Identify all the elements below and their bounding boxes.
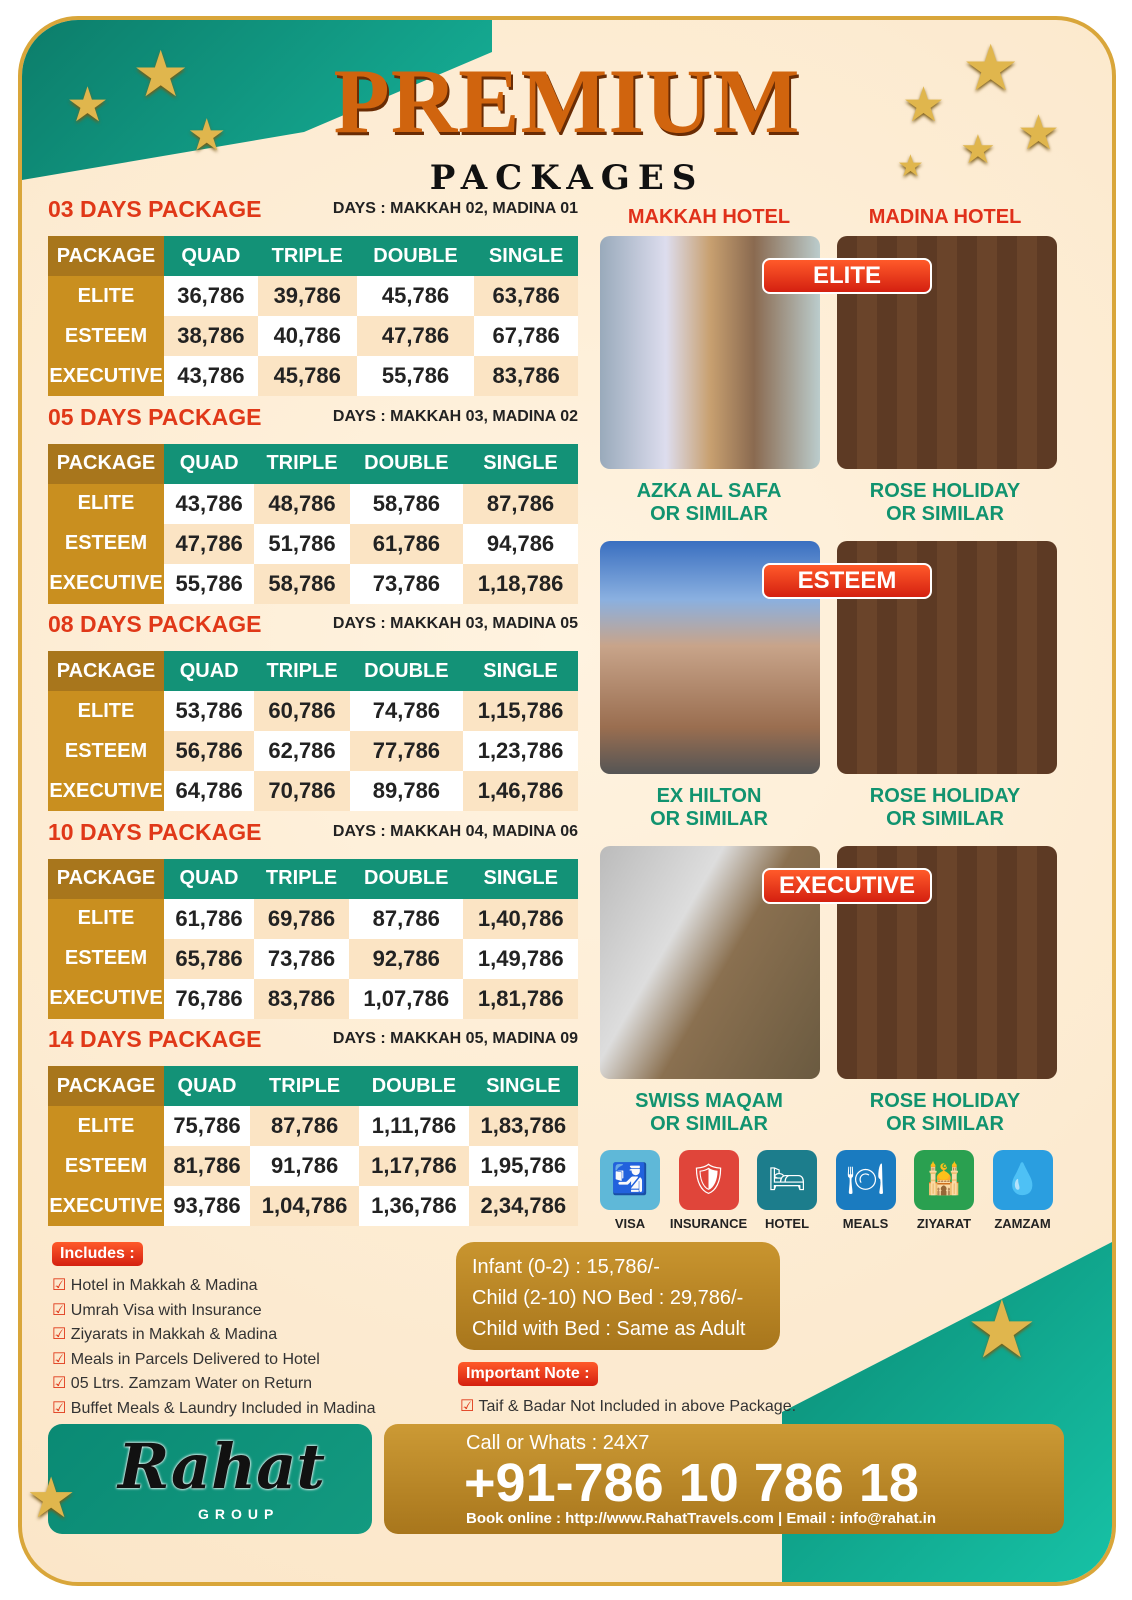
important-note-text: ☑ Taif & Badar Not Included in above Package. (460, 1396, 796, 1416)
price-cell: 81,786 (164, 1146, 250, 1186)
logo-group: GROUP (198, 1506, 280, 1522)
infant-price: Infant (0-2) : 15,786/- (472, 1256, 660, 1278)
column-header: DOUBLE (350, 444, 463, 484)
madina-hotel-header: MADINA HOTEL (868, 206, 1022, 228)
star-icon: ★ (902, 79, 946, 132)
makkah-hotel-header: MAKKAH HOTEL (627, 206, 791, 228)
tier-badge: ESTEEM (762, 563, 932, 599)
tier-label: ESTEEM (48, 316, 164, 356)
column-header: SINGLE (463, 651, 578, 691)
price-cell: 55,786 (357, 356, 475, 396)
table-header-row (48, 859, 578, 899)
column-header: TRIPLE (250, 1066, 359, 1106)
phone-number[interactable]: +91-786 10 786 18 (464, 1453, 919, 1513)
insurance-icon: 🛡 (679, 1150, 739, 1210)
service-label: MEALS (842, 1216, 889, 1231)
tier-label: ESTEEM (48, 524, 164, 564)
price-cell: 87,786 (463, 484, 578, 524)
price-cell: 1,11,786 (359, 1106, 468, 1146)
price-cell: 70,786 (254, 771, 349, 811)
price-cell: 92,786 (349, 939, 463, 979)
hotel-similar: OR SIMILAR (886, 1113, 1004, 1135)
makkah-hotel-caption (594, 480, 824, 526)
price-cell: 89,786 (350, 771, 463, 811)
price-cell: 87,786 (349, 899, 463, 939)
star-icon: ★ (897, 150, 924, 183)
service-label: INSURANCE (669, 1216, 748, 1231)
price-cell: 58,786 (350, 484, 463, 524)
table-row (48, 691, 578, 731)
hotel-similar: OR SIMILAR (650, 503, 768, 525)
column-header: QUAD (164, 651, 254, 691)
include-item: ☑ Buffet Meals & Laundry Included in Madina (52, 1397, 376, 1422)
price-cell: 61,786 (164, 899, 254, 939)
package-section (48, 818, 578, 1019)
child-pricing-box (456, 1242, 780, 1350)
package-title: 10 DAYS PACKAGE (48, 818, 262, 845)
tier-label: ESTEEM (48, 1146, 164, 1186)
include-item: ☑ 05 Ltrs. Zamzam Water on Return (52, 1372, 376, 1397)
water-bottle-icon: 💧 (993, 1150, 1053, 1210)
mosque-icon: 🕌 (914, 1150, 974, 1210)
price-cell: 1,23,786 (463, 731, 578, 771)
table-row (48, 731, 578, 771)
price-cell: 47,786 (164, 524, 254, 564)
package-days: DAYS : MAKKAH 05, MADINA 09 (332, 1030, 578, 1047)
column-header: TRIPLE (254, 651, 349, 691)
bed-icon: 🛏 (757, 1150, 817, 1210)
column-header: QUAD (164, 859, 254, 899)
star-icon: ★ (960, 128, 996, 172)
service-label: ZIYARAT (916, 1216, 972, 1231)
price-cell: 39,786 (258, 276, 357, 316)
star-icon: ★ (187, 111, 227, 160)
price-cell: 51,786 (254, 524, 349, 564)
price-cell: 62,786 (254, 731, 349, 771)
price-cell: 36,786 (164, 276, 258, 316)
table-header-row (48, 1066, 578, 1106)
includes-list (52, 1274, 376, 1422)
tier-label: EXECUTIVE (48, 771, 164, 811)
contact-box (384, 1424, 1064, 1534)
price-cell: 1,95,786 (469, 1146, 578, 1186)
tier-badge: ELITE (762, 258, 932, 294)
tier-label: EXECUTIVE (48, 979, 164, 1019)
madina-hotel-caption (830, 480, 1060, 526)
booking-info[interactable]: Book online : http://www.RahatTravels.com | Email : info@rahat.in (466, 1510, 936, 1527)
star-icon: ★ (132, 38, 190, 110)
price-cell: 60,786 (254, 691, 349, 731)
price-table (48, 651, 578, 811)
column-header: PACKAGE (48, 444, 164, 484)
column-header: PACKAGE (48, 236, 164, 276)
price-cell: 53,786 (164, 691, 254, 731)
table-row (48, 1146, 578, 1186)
price-cell: 1,15,786 (463, 691, 578, 731)
price-cell: 1,49,786 (463, 939, 578, 979)
price-cell: 73,786 (350, 564, 463, 604)
column-header: TRIPLE (254, 859, 349, 899)
price-cell: 38,786 (164, 316, 258, 356)
column-header: QUAD (164, 236, 258, 276)
table-row (48, 1106, 578, 1146)
price-cell: 67,786 (474, 316, 578, 356)
price-cell: 1,36,786 (359, 1186, 468, 1226)
tier-label: ELITE (48, 691, 164, 731)
page-subtitle: PACKAGES (429, 158, 705, 198)
price-cell: 1,17,786 (359, 1146, 468, 1186)
price-cell: 64,786 (164, 771, 254, 811)
logo-text: Rahat (118, 1430, 326, 1503)
tier-label: ELITE (48, 484, 164, 524)
package-days: DAYS : MAKKAH 02, MADINA 01 (332, 200, 578, 217)
table-header-row (48, 236, 578, 276)
column-header: PACKAGE (48, 1066, 164, 1106)
include-item: ☑ Meals in Parcels Delivered to Hotel (52, 1348, 376, 1373)
price-cell: 94,786 (463, 524, 578, 564)
price-cell: 1,46,786 (463, 771, 578, 811)
package-title: 14 DAYS PACKAGE (48, 1026, 262, 1052)
service-label: ZAMZAM (994, 1216, 1051, 1231)
hotel-name: ROSE HOLIDAY (869, 785, 1021, 807)
rahat-logo (48, 1424, 372, 1534)
price-cell: 45,786 (357, 276, 475, 316)
price-cell: 77,786 (350, 731, 463, 771)
column-header: SINGLE (463, 859, 578, 899)
package-section (48, 611, 578, 811)
hotel-name: SWISS MAQAM (635, 1090, 783, 1112)
price-cell: 2,34,786 (469, 1186, 578, 1226)
table-row (48, 316, 578, 356)
poster (18, 16, 1116, 1586)
column-header: QUAD (164, 444, 254, 484)
star-icon: ★ (66, 79, 110, 132)
tier-label: EXECUTIVE (48, 356, 164, 396)
price-cell: 47,786 (357, 316, 475, 356)
include-item: ☑ Ziyarats in Makkah & Madina (52, 1323, 376, 1348)
tier-label: ESTEEM (48, 731, 164, 771)
price-cell: 83,786 (474, 356, 578, 396)
price-cell: 1,07,786 (349, 979, 463, 1019)
package-days: DAYS : MAKKAH 03, MADINA 05 (332, 615, 578, 632)
table-row (48, 979, 578, 1019)
child-with-bed-price: Child with Bed : Same as Adult (472, 1318, 746, 1340)
price-cell: 1,04,786 (250, 1186, 359, 1226)
price-cell: 48,786 (254, 484, 349, 524)
hotel-name: ROSE HOLIDAY (869, 480, 1021, 502)
package-title: 08 DAYS PACKAGE (48, 611, 262, 637)
hotel-similar: OR SIMILAR (886, 808, 1004, 830)
tier-label: EXECUTIVE (48, 564, 164, 604)
price-cell: 40,786 (258, 316, 357, 356)
page-title: PREMIUM (333, 50, 801, 152)
hotel-similar: OR SIMILAR (650, 1113, 768, 1135)
price-cell: 45,786 (258, 356, 357, 396)
table-row (48, 356, 578, 396)
column-header: DOUBLE (359, 1066, 468, 1106)
table-row (48, 899, 578, 939)
price-cell: 87,786 (250, 1106, 359, 1146)
makkah-hotel-caption (594, 1090, 824, 1136)
price-cell: 56,786 (164, 731, 254, 771)
include-item: ☑ Hotel in Makkah & Madina (52, 1274, 376, 1299)
column-header: TRIPLE (258, 236, 357, 276)
service-label: VISA (614, 1216, 646, 1231)
include-item: ☑ Umrah Visa with Insurance (52, 1299, 376, 1324)
column-header: SINGLE (463, 444, 578, 484)
price-cell: 55,786 (164, 564, 254, 604)
package-section (48, 1026, 578, 1226)
cloche-icon: 🍽 (836, 1150, 896, 1210)
price-cell: 61,786 (350, 524, 463, 564)
price-cell: 74,786 (350, 691, 463, 731)
price-table (48, 236, 578, 396)
column-header: TRIPLE (254, 444, 349, 484)
table-row (48, 484, 578, 524)
price-cell: 83,786 (254, 979, 349, 1019)
price-cell: 1,83,786 (469, 1106, 578, 1146)
table-row (48, 524, 578, 564)
price-cell: 1,18,786 (463, 564, 578, 604)
package-section (48, 403, 578, 604)
hotel-name: AZKA AL SAFA (636, 480, 782, 502)
price-cell: 43,786 (164, 484, 254, 524)
table-row (48, 276, 578, 316)
tier-badge: EXECUTIVE (762, 868, 932, 904)
column-header: PACKAGE (48, 859, 164, 899)
table-row (48, 771, 578, 811)
tier-label: EXECUTIVE (48, 1186, 164, 1226)
price-cell: 91,786 (250, 1146, 359, 1186)
column-header: DOUBLE (350, 651, 463, 691)
price-cell: 58,786 (254, 564, 349, 604)
hotel-similar: OR SIMILAR (650, 808, 768, 830)
hotel-similar: OR SIMILAR (886, 503, 1004, 525)
table-row (48, 1186, 578, 1226)
table-header-row (48, 651, 578, 691)
tier-label: ELITE (48, 276, 164, 316)
package-title: 05 DAYS PACKAGE (48, 403, 262, 430)
tier-label: ELITE (48, 1106, 164, 1146)
call-label: Call or Whats : 24X7 (466, 1432, 650, 1454)
star-icon: ★ (966, 1285, 1038, 1374)
table-row (48, 939, 578, 979)
column-header: PACKAGE (48, 651, 164, 691)
includes-label: Includes : (52, 1242, 143, 1266)
madina-hotel-caption (830, 1090, 1060, 1136)
star-icon: ★ (962, 32, 1020, 104)
package-title: 03 DAYS PACKAGE (48, 196, 262, 222)
column-header: DOUBLE (357, 236, 475, 276)
service-label: HOTEL (764, 1216, 810, 1231)
price-cell: 93,786 (164, 1186, 250, 1226)
price-cell: 76,786 (164, 979, 254, 1019)
price-table (48, 444, 578, 604)
hotel-name: ROSE HOLIDAY (869, 1090, 1021, 1112)
table-header-row (48, 444, 578, 484)
important-note-label: Important Note : (458, 1362, 598, 1386)
column-header: SINGLE (469, 1066, 578, 1106)
price-cell: 73,786 (254, 939, 349, 979)
makkah-hotel-caption (594, 785, 824, 831)
package-days: DAYS : MAKKAH 04, MADINA 06 (332, 822, 578, 840)
package-section (48, 196, 578, 396)
price-cell: 1,40,786 (463, 899, 578, 939)
column-header: SINGLE (474, 236, 578, 276)
price-cell: 75,786 (164, 1106, 250, 1146)
table-row (48, 564, 578, 604)
hotel-name: EX HILTON (656, 785, 762, 807)
star-icon: ★ (26, 1466, 77, 1529)
passport-icon: 🛂 (600, 1150, 660, 1210)
column-header: QUAD (164, 1066, 250, 1106)
tier-label: ELITE (48, 899, 164, 939)
price-cell: 65,786 (164, 939, 254, 979)
column-header: DOUBLE (349, 859, 463, 899)
price-cell: 63,786 (474, 276, 578, 316)
price-table (48, 1066, 578, 1226)
price-table (48, 859, 578, 1019)
madina-hotel-caption (830, 785, 1060, 831)
star-icon: ★ (1017, 107, 1061, 160)
child-no-bed-price: Child (2-10) NO Bed : 29,786/- (472, 1287, 744, 1309)
price-cell: 1,81,786 (463, 979, 578, 1019)
package-days: DAYS : MAKKAH 03, MADINA 02 (332, 407, 578, 425)
price-cell: 69,786 (254, 899, 349, 939)
tier-label: ESTEEM (48, 939, 164, 979)
price-cell: 43,786 (164, 356, 258, 396)
